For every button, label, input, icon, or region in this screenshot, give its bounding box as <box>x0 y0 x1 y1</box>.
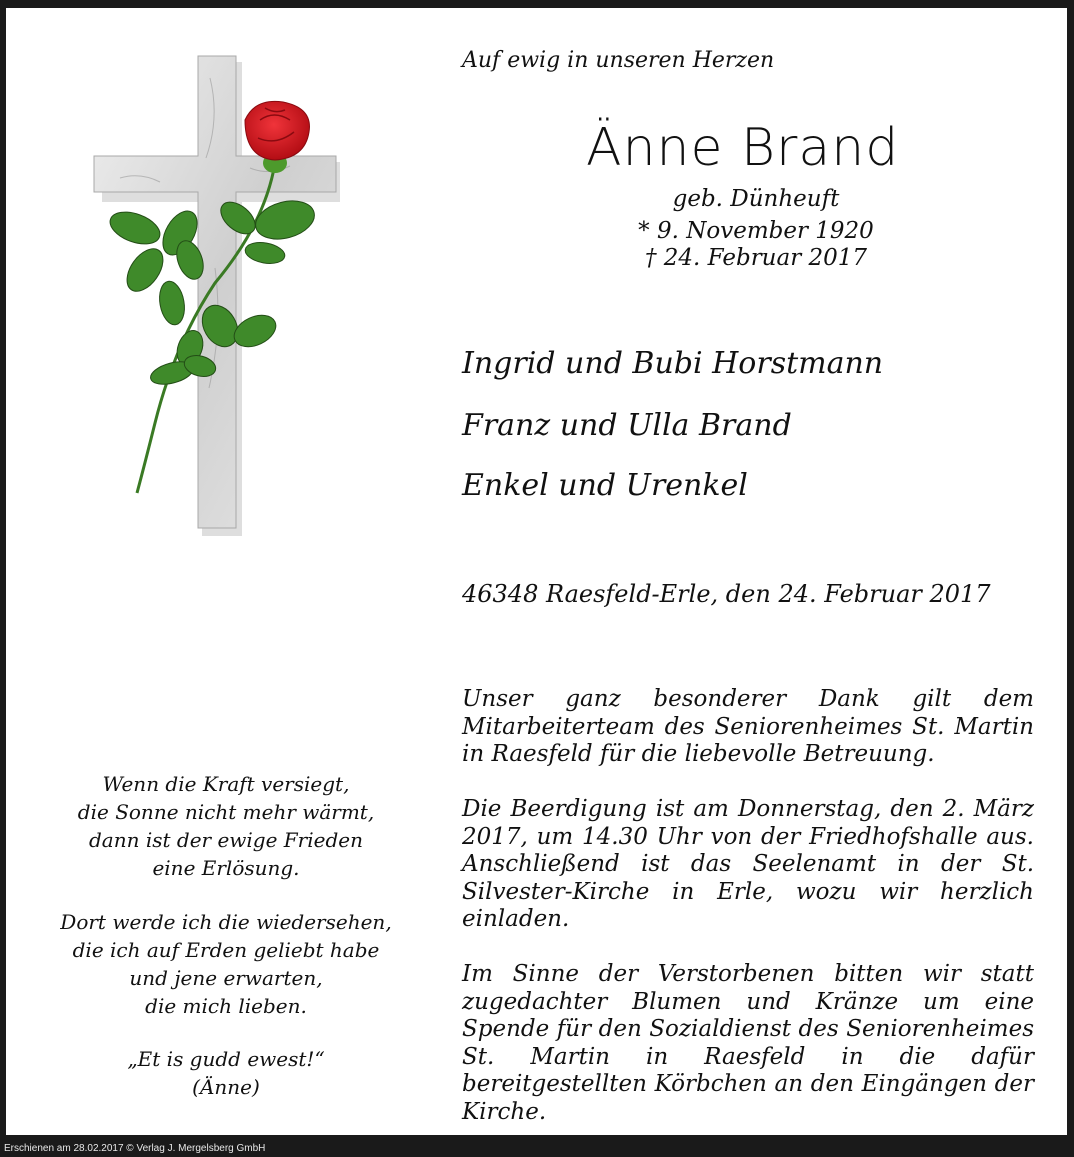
death-date-text: † 24. Februar 2017 <box>644 245 868 271</box>
birth-name-text: geb. Dünheuft <box>672 186 840 212</box>
poem-line: die ich auf Erden geliebt habe <box>72 938 380 962</box>
obituary-card <box>6 8 1067 1135</box>
poem-line: Dort werde ich die wiedersehen, <box>60 910 392 934</box>
poem-line: Wenn die Kraft versiegt, <box>102 772 350 796</box>
poem-line: die mich lieben. <box>145 994 307 1018</box>
motto: Auf ewig in unseren Herzen <box>462 48 775 73</box>
poem-line: „Et is gudd ewest!“ <box>127 1047 325 1071</box>
poem-line: und jene erwarten, <box>129 966 323 990</box>
donation-paragraph: Im Sinne der Verstorbenen bitten wir statt zugedachter Blumen und Kränze um eine Spende für den Sozialdienst des Seniorenheimes St. Martin in Raesfeld in die dafür bereitgestellten Körbchen an den Eingängen der Kirche. <box>462 961 1034 1125</box>
poem-line: die Sonne nicht mehr wärmt, <box>77 800 375 824</box>
poem-stanza-1 <box>26 770 426 882</box>
mourner-2: Franz und Ulla Brand <box>462 408 792 443</box>
cross-with-rose-icon <box>90 48 340 538</box>
poem-stanza-2 <box>26 908 426 1020</box>
birth-name <box>566 186 946 212</box>
deceased-name: Änne Brand <box>586 118 900 178</box>
death-date <box>566 245 946 271</box>
poem-stanza-3 <box>26 1045 426 1101</box>
funeral-paragraph: Die Beerdigung ist am Donnerstag, den 2. März 2017, um 14.30 Uhr von der Friedhofshalle aus. Anschließend ist das Seelenamt in der St. Silvester-Kirche in Erle, wozu wir herzlich einladen. <box>462 796 1034 932</box>
place-date: 46348 Raesfeld-Erle, den 24. Februar 2017 <box>462 580 991 608</box>
birth-date-text: * 9. November 1920 <box>638 218 874 244</box>
thanks-paragraph: Unser ganz besonderer Dank gilt dem Mitarbeiterteam des Seniorenheimes St. Martin in Raesfeld für die liebevolle Betreuung. <box>462 686 1034 767</box>
mourner-3: Enkel und Urenkel <box>462 468 748 503</box>
poem-line: dann ist der ewige Frieden <box>89 828 363 852</box>
mourner-1: Ingrid und Bubi Horstmann <box>462 346 884 381</box>
poem-line: (Änne) <box>192 1075 260 1099</box>
birth-date <box>566 218 946 244</box>
publication-footer: Erschienen am 28.02.2017 © Verlag J. Mergelsberg GmbH <box>4 1143 266 1154</box>
poem-line: eine Erlösung. <box>152 856 300 880</box>
